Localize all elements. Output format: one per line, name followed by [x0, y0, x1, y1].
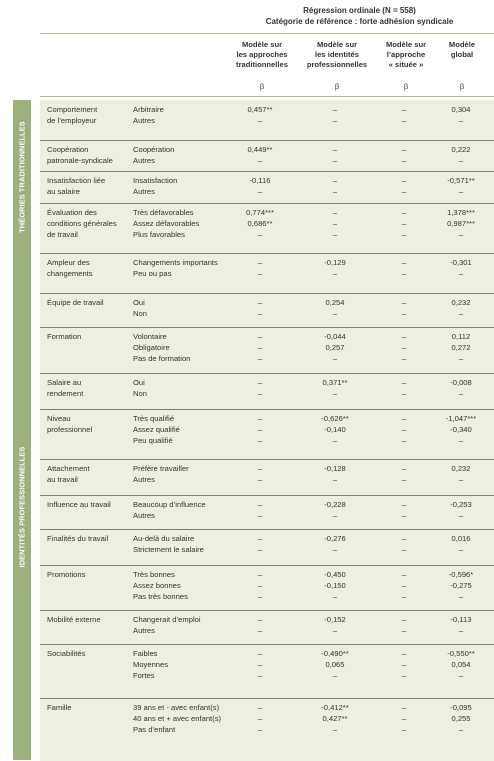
coefficient-cell: –: [401, 649, 407, 658]
modality-label: Autres: [133, 156, 155, 165]
coefficient-cell: -0,301: [450, 258, 472, 267]
variable-name-line: au travail: [47, 475, 78, 484]
coefficient-cell: –: [257, 269, 263, 278]
modality-label: Insatisfaction: [133, 176, 178, 185]
coefficient-cell: –: [458, 354, 464, 363]
coefficient-cell: –: [401, 389, 407, 398]
coefficient-cell: -0,571**: [447, 176, 475, 185]
modality-label: Non: [133, 389, 147, 398]
modality-label: Autres: [133, 116, 155, 125]
coefficient-cell: –: [401, 258, 407, 267]
variable-name: [47, 413, 125, 435]
coefficient-cell: –: [332, 389, 338, 398]
coefficient-cell: –: [257, 298, 263, 307]
coefficient-cell: –: [257, 703, 263, 712]
coefficient-cell: –: [401, 378, 407, 387]
variable-name-line: de travail: [47, 230, 78, 239]
header-rule: [40, 33, 494, 34]
variable-name-line: de l’employeur: [47, 116, 97, 125]
modality-label: Changerait d’emploi: [133, 615, 201, 624]
variable-name-line: Ampleur des: [47, 258, 90, 267]
coefficient-cell: -0,150: [324, 581, 346, 590]
modality-label: Volontaire: [133, 332, 167, 341]
variable-name: [47, 207, 125, 240]
column-header-line: Modèle: [448, 40, 476, 49]
coefficient-cell: -0,128: [324, 464, 346, 473]
coefficient-cell: –: [401, 145, 407, 154]
coefficient-cell: –: [458, 545, 464, 554]
section-sidebar: [13, 253, 31, 760]
coefficient-cell: –: [401, 511, 407, 520]
variable-name-line: au salaire: [47, 187, 80, 196]
variable-name-line: Insatisfaction liée: [47, 176, 106, 185]
variable-name-line: Niveau: [47, 414, 71, 423]
modality-label: 40 ans et + avec enfant(s): [133, 714, 222, 723]
coefficient-cell: –: [332, 105, 338, 114]
coefficient-cell: –: [332, 475, 338, 484]
coefficient-cell: –: [401, 298, 407, 307]
coefficient-cell: –: [401, 187, 407, 196]
modality-label: Faibles: [133, 649, 158, 658]
coefficient-cell: –: [332, 176, 338, 185]
modality-label: Préfère travailler: [133, 464, 189, 473]
table-subtitle: Catégorie de référence : forte adhésion syndicale: [265, 17, 454, 26]
coefficient-cell: –: [458, 725, 464, 734]
modality-label: Moyennes: [133, 660, 169, 669]
coefficient-cell: –: [332, 145, 338, 154]
variable-name-line: Mobilité externe: [47, 615, 101, 624]
coefficient-cell: 0,254: [325, 298, 345, 307]
modality-label: Peu ou pas: [133, 269, 172, 278]
column-header-1: [226, 40, 298, 70]
coefficient-cell: –: [401, 414, 407, 423]
coefficient-cell: –: [401, 475, 407, 484]
coefficient-cell: –: [401, 156, 407, 165]
coefficient-cell: –: [257, 116, 263, 125]
coefficient-cell: –: [458, 309, 464, 318]
coefficient-cell: 0,272: [451, 343, 471, 352]
column-header-line: Modèle sur: [385, 40, 427, 49]
column-header-line: les approches: [236, 50, 288, 59]
column-header-line: global: [450, 50, 474, 59]
variable-name-line: rendement: [47, 389, 84, 398]
column-header-line: « située »: [388, 60, 424, 69]
beta-symbol: β: [334, 82, 340, 91]
coefficient-cell: –: [401, 105, 407, 114]
coefficient-cell: -0,550**: [447, 649, 475, 658]
column-header-line: l’approche: [386, 50, 426, 59]
coefficient-cell: –: [257, 714, 263, 723]
coefficient-cell: –: [257, 649, 263, 658]
modality-label: Strictement le salaire: [133, 545, 204, 554]
variable-name-line: Influence au travail: [47, 500, 111, 509]
coefficient-cell: –: [257, 425, 263, 434]
variable-name: [47, 648, 125, 659]
coefficient-cell: –: [458, 230, 464, 239]
modality-label: Changements importants: [133, 258, 218, 267]
coefficient-cell: –: [332, 230, 338, 239]
variable-name: [47, 104, 125, 126]
coefficient-cell: –: [332, 545, 338, 554]
coefficient-cell: –: [401, 714, 407, 723]
coefficient-cell: –: [257, 500, 263, 509]
coefficient-cell: –: [332, 156, 338, 165]
variable-name: [47, 499, 125, 510]
coefficient-cell: –: [332, 511, 338, 520]
modality-label: Pas d’enfant: [133, 725, 176, 734]
modality-label: 39 ans et - avec enfant(s): [133, 703, 220, 712]
coefficient-cell: -0,095: [450, 703, 472, 712]
variable-name: [47, 144, 125, 166]
coefficient-cell: –: [332, 219, 338, 228]
coefficient-cell: –: [458, 116, 464, 125]
coefficient-cell: –: [257, 545, 263, 554]
variable-name: [47, 257, 125, 279]
coefficient-cell: –: [332, 436, 338, 445]
modality-label: Autres: [133, 475, 155, 484]
coefficient-cell: 1,378***: [447, 208, 475, 217]
section-label: IDENTITÉS PROFESSIONNELLES: [17, 446, 27, 567]
coefficient-cell: -0,228: [324, 500, 346, 509]
coefficient-cell: -0,340: [450, 425, 472, 434]
coefficient-cell: –: [257, 414, 263, 423]
coefficient-cell: –: [332, 269, 338, 278]
coefficient-cell: –: [401, 425, 407, 434]
coefficient-cell: 0,232: [451, 298, 471, 307]
header-bottom-rule: [40, 96, 494, 97]
coefficient-cell: –: [458, 511, 464, 520]
coefficient-cell: 0,112: [451, 332, 471, 341]
coefficient-cell: 0,987***: [447, 219, 475, 228]
coefficient-cell: -0,116: [249, 176, 271, 185]
coefficient-cell: -0,140: [324, 425, 346, 434]
coefficient-cell: -0,008: [450, 378, 472, 387]
variable-name: [47, 569, 125, 580]
column-header-line: Modèle sur: [316, 40, 358, 49]
coefficient-cell: –: [401, 219, 407, 228]
modality-label: Oui: [133, 298, 145, 307]
coefficient-cell: –: [401, 534, 407, 543]
coefficient-cell: 0,065: [325, 660, 345, 669]
coefficient-cell: 0,427**: [322, 714, 348, 723]
modality-label: Très défavorables: [133, 208, 194, 217]
variable-name-line: professionnel: [47, 425, 93, 434]
coefficient-cell: -1,047***: [445, 414, 477, 423]
coefficient-cell: –: [458, 475, 464, 484]
modality-label: Au-delà du salaire: [133, 534, 195, 543]
variable-name: [47, 614, 125, 625]
modality-label: Obligatoire: [133, 343, 170, 352]
modality-label: Pas de formation: [133, 354, 191, 363]
coefficient-cell: -0,412**: [321, 703, 349, 712]
coefficient-cell: –: [401, 626, 407, 635]
coefficient-cell: –: [257, 671, 263, 680]
coefficient-cell: –: [257, 343, 263, 352]
modality-label: Arbitraire: [133, 105, 164, 114]
coefficient-cell: –: [257, 354, 263, 363]
coefficient-cell: –: [257, 309, 263, 318]
variable-name-line: Formation: [47, 332, 82, 341]
coefficient-cell: -0,626**: [321, 414, 349, 423]
modality-label: Assez bonnes: [133, 581, 181, 590]
beta-symbol: β: [459, 82, 465, 91]
coefficient-cell: –: [458, 187, 464, 196]
coefficient-cell: –: [401, 309, 407, 318]
coefficient-cell: –: [401, 660, 407, 669]
coefficient-cell: –: [401, 343, 407, 352]
modality-label: Oui: [133, 378, 145, 387]
coefficient-cell: 0,054: [451, 660, 471, 669]
coefficient-cell: 0,457**: [247, 105, 273, 114]
coefficient-cell: -0,275: [450, 581, 472, 590]
coefficient-cell: –: [458, 592, 464, 601]
variable-name: [47, 331, 125, 342]
variable-name-line: Salaire au: [47, 378, 82, 387]
section-label: THÉORIES TRADITIONNELLES: [17, 120, 27, 233]
coefficient-cell: –: [458, 626, 464, 635]
variable-name: [47, 702, 125, 713]
modality-label: Pas très bonnes: [133, 592, 188, 601]
coefficient-cell: 0,255: [451, 714, 471, 723]
column-header-line: Modèle sur: [241, 40, 283, 49]
coefficient-cell: –: [332, 725, 338, 734]
coefficient-cell: -0,253: [450, 500, 472, 509]
coefficient-cell: –: [257, 378, 263, 387]
coefficient-cell: –: [257, 230, 263, 239]
coefficient-cell: -0,152: [324, 615, 346, 624]
coefficient-cell: –: [257, 511, 263, 520]
modality-label: Très bonnes: [133, 570, 175, 579]
coefficient-cell: -0,113: [450, 615, 472, 624]
variable-name-line: Coopération: [47, 145, 89, 154]
coefficient-cell: 0,371**: [322, 378, 348, 387]
coefficient-cell: –: [401, 671, 407, 680]
coefficient-cell: –: [401, 725, 407, 734]
variable-name-line: Attachement: [47, 464, 90, 473]
coefficient-cell: –: [458, 389, 464, 398]
table-title: Régression ordinale (N = 558): [303, 6, 416, 15]
coefficient-cell: –: [401, 176, 407, 185]
modality-label: Assez défavorables: [133, 219, 200, 228]
modality-label: Assez qualifié: [133, 425, 180, 434]
coefficient-cell: –: [401, 208, 407, 217]
variable-name-line: conditions générales: [47, 219, 117, 228]
coefficient-cell: –: [257, 592, 263, 601]
coefficient-cell: –: [401, 545, 407, 554]
coefficient-cell: –: [257, 464, 263, 473]
coefficient-cell: 0,016: [451, 534, 471, 543]
coefficient-cell: –: [401, 354, 407, 363]
coefficient-cell: –: [257, 436, 263, 445]
coefficient-cell: –: [401, 615, 407, 624]
coefficient-cell: –: [401, 116, 407, 125]
variable-name: [47, 297, 125, 308]
coefficient-cell: –: [257, 615, 263, 624]
coefficient-cell: 0,232: [451, 464, 471, 473]
coefficient-cell: –: [401, 592, 407, 601]
coefficient-cell: –: [257, 332, 263, 341]
variable-name-line: Évaluation des: [47, 208, 97, 217]
column-header-3: [376, 40, 436, 70]
variable-name: [47, 377, 125, 399]
coefficient-cell: -0,129: [324, 258, 346, 267]
coefficient-cell: –: [257, 725, 263, 734]
modality-label: Beaucoup d’influence: [133, 500, 206, 509]
coefficient-cell: –: [257, 570, 263, 579]
column-header-2: [301, 40, 373, 70]
variable-name-line: Équipe de travail: [47, 298, 104, 307]
coefficient-cell: –: [257, 258, 263, 267]
variable-name-line: changements: [47, 269, 93, 278]
coefficient-cell: -0,276: [324, 534, 346, 543]
variable-name: [47, 175, 125, 197]
coefficient-cell: –: [458, 436, 464, 445]
coefficient-cell: –: [401, 500, 407, 509]
coefficient-cell: -0,450: [324, 570, 346, 579]
coefficient-cell: –: [257, 187, 263, 196]
coefficient-cell: –: [257, 156, 263, 165]
column-header-line: les identités: [315, 50, 359, 59]
coefficient-cell: –: [458, 671, 464, 680]
coefficient-cell: 0,304: [451, 105, 471, 114]
modality-label: Fortes: [133, 671, 155, 680]
coefficient-cell: –: [401, 464, 407, 473]
modality-label: Plus favorables: [133, 230, 185, 239]
coefficient-cell: –: [401, 703, 407, 712]
coefficient-cell: –: [332, 208, 338, 217]
variable-name-line: Comportement: [47, 105, 98, 114]
modality-label: Autres: [133, 626, 155, 635]
column-header-4: [442, 40, 482, 60]
variable-name: [47, 533, 125, 544]
coefficient-cell: 0,257: [325, 343, 345, 352]
coefficient-cell: 0,449**: [247, 145, 273, 154]
beta-symbol: β: [403, 82, 409, 91]
coefficient-cell: –: [332, 354, 338, 363]
section-sidebar: [13, 100, 31, 253]
coefficient-cell: –: [332, 187, 338, 196]
coefficient-cell: –: [332, 626, 338, 635]
variable-name-line: patronale-syndicale: [47, 156, 113, 165]
coefficient-cell: –: [401, 581, 407, 590]
coefficient-cell: –: [458, 269, 464, 278]
variable-name-line: Finalités du travail: [47, 534, 109, 543]
modality-label: Autres: [133, 187, 155, 196]
coefficient-cell: –: [332, 116, 338, 125]
variable-name-line: Promotions: [47, 570, 86, 579]
variable-name-line: Sociabilités: [47, 649, 86, 658]
coefficient-cell: –: [257, 581, 263, 590]
modality-label: Coopération: [133, 145, 175, 154]
coefficient-cell: –: [257, 626, 263, 635]
coefficient-cell: –: [401, 332, 407, 341]
coefficient-cell: -0,596*: [448, 570, 474, 579]
coefficient-cell: –: [401, 269, 407, 278]
coefficient-cell: –: [458, 156, 464, 165]
column-header-line: traditionnelles: [236, 60, 288, 69]
coefficient-cell: –: [332, 671, 338, 680]
coefficient-cell: –: [257, 534, 263, 543]
coefficient-cell: –: [257, 389, 263, 398]
beta-symbol: β: [259, 82, 265, 91]
modality-label: Non: [133, 309, 147, 318]
coefficient-cell: –: [332, 592, 338, 601]
coefficient-cell: 0,774***: [246, 208, 274, 217]
variable-name: [47, 463, 125, 485]
modality-label: Autres: [133, 511, 155, 520]
coefficient-cell: 0,222: [451, 145, 471, 154]
coefficient-cell: -0,490**: [321, 649, 349, 658]
variable-name-line: Famille: [47, 703, 72, 712]
modality-label: Peu qualifié: [133, 436, 173, 445]
coefficient-cell: -0,044: [324, 332, 346, 341]
modality-label: Très qualifié: [133, 414, 175, 423]
coefficient-cell: –: [401, 230, 407, 239]
coefficient-cell: –: [401, 436, 407, 445]
column-header-line: professionnelles: [306, 60, 368, 69]
coefficient-cell: –: [332, 309, 338, 318]
coefficient-cell: 0,686**: [247, 219, 273, 228]
coefficient-cell: –: [257, 475, 263, 484]
coefficient-cell: –: [401, 570, 407, 579]
coefficient-cell: –: [257, 660, 263, 669]
